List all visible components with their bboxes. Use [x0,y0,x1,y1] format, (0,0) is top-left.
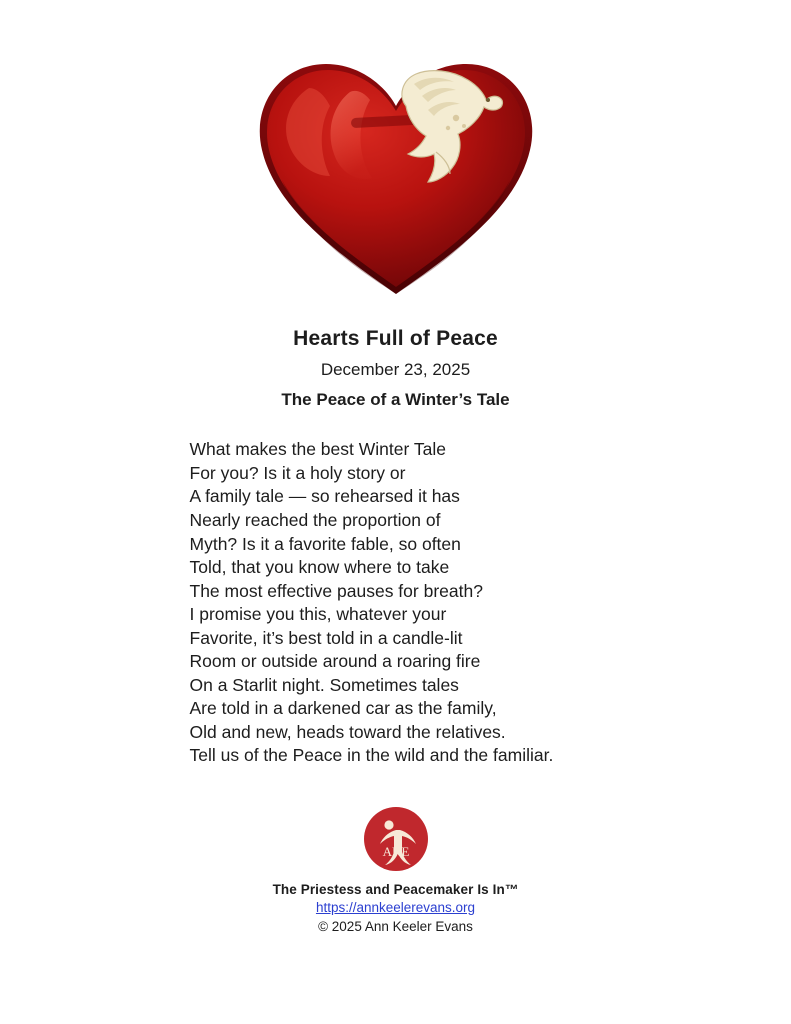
ann-keeler-evans-logo-icon [363,806,429,872]
svg-text:AKE: AKE [382,844,409,859]
website-link[interactable]: https://annkeelerevans.org [315,900,476,915]
footer [0,806,791,934]
poem-line: Favorite, it’s best told in a candle-lit [189,627,463,648]
poem-line: Old and new, heads toward the relatives. [189,721,506,742]
footer-tagline: The Priestess and Peacemaker Is In™ [272,882,519,897]
poem-line: Tell us of the Peace in the wild and the familiar. [189,745,554,766]
poem-line: Nearly reached the proportion of [189,509,441,530]
poem-line: On a Starlit night. Sometimes tales [189,674,459,695]
poem-body [190,438,610,767]
poem-line: Room or outside around a roaring fire [189,651,481,672]
heart-with-dove-icon [246,44,546,304]
poem-line: A family tale — so rehearsed it has [189,486,460,507]
page-date: December 23, 2025 [320,359,471,379]
poem-line: Myth? Is it a favorite fable, so often [189,533,461,554]
page-title: Hearts Full of Peace [293,327,498,350]
poem-line: For you? Is it a holy story or [189,462,406,483]
poem-line: Are told in a darkened car as the family, [189,698,497,719]
poem-line: Told, that you know where to take [189,557,450,578]
poem-line: What makes the best Winter Tale [189,439,446,460]
page-subtitle: The Peace of a Winter’s Tale [281,389,510,409]
poem-line: The most effective pauses for breath? [189,580,483,601]
copyright-text: © 2025 Ann Keeler Evans [318,919,473,934]
hero-image [246,44,546,304]
poem-line: I promise you this, whatever your [189,604,447,625]
title-block [281,326,509,410]
